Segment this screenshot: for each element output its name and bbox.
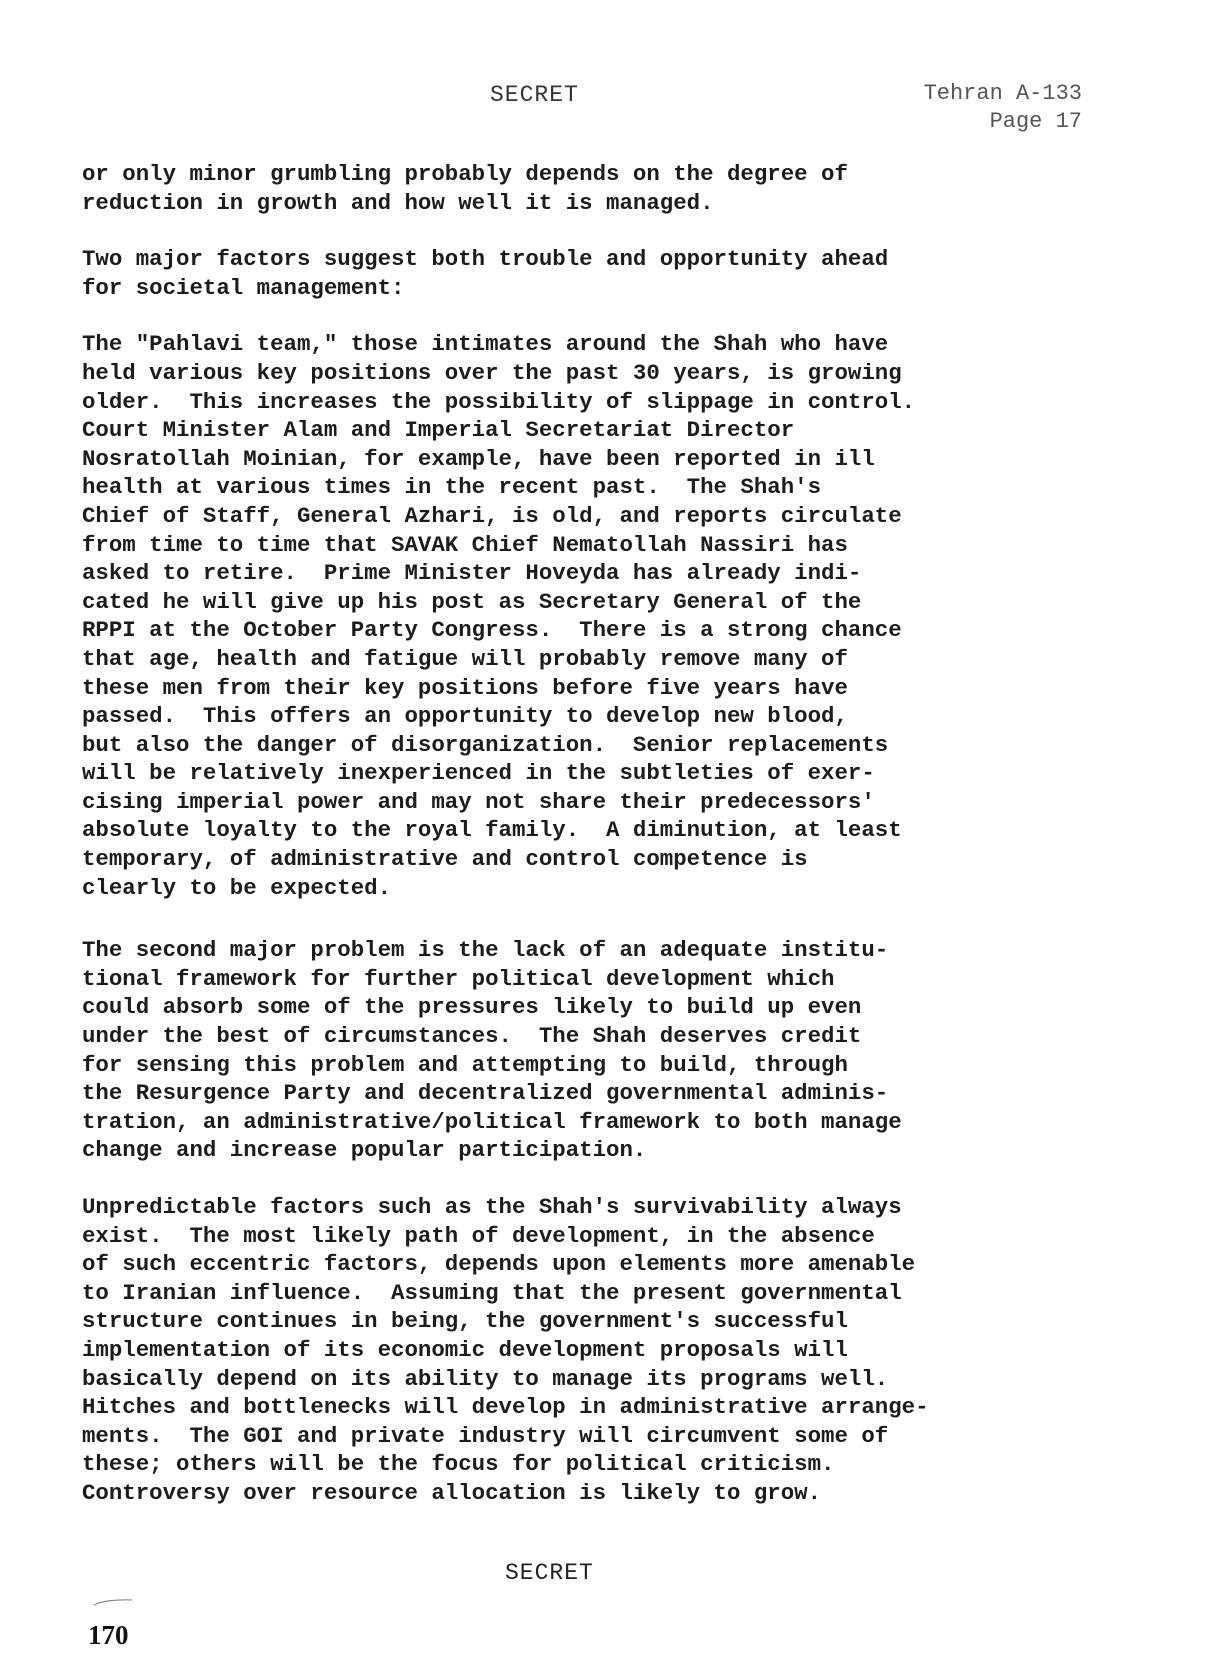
classification-footer: SECRET: [505, 1560, 594, 1586]
text-line: Nosratollah Moinian, for example, have been reported in ill: [82, 445, 875, 472]
text-line: cated he will give up his post as Secretary General of the: [82, 588, 862, 615]
paragraph: [82, 245, 1142, 302]
text-line: for societal management:: [82, 274, 405, 301]
text-line: change and increase popular participation.: [82, 1137, 647, 1164]
text-line: older. This increases the possibility of slippage in control.: [82, 388, 916, 415]
document-body: [82, 160, 1142, 1536]
text-line: tional framework for further political development which: [82, 965, 835, 992]
page-number: 170: [88, 1620, 129, 1650]
text-line: of such eccentric factors, depends upon elements more amenable: [82, 1251, 916, 1278]
text-line: The second major problem is the lack of an adequate institu-: [82, 937, 889, 964]
text-line: Chief of Staff, General Azhari, is old, and reports circulate: [82, 502, 902, 529]
text-line: but also the danger of disorganization. Senior replacements: [82, 731, 889, 758]
text-line: to Iranian influence. Assuming that the present governmental: [82, 1279, 902, 1306]
text-line: cising imperial power and may not share their predecessors': [82, 788, 875, 815]
text-line: clearly to be expected.: [82, 874, 392, 901]
text-line: will be relatively inexperienced in the subtleties of exer-: [82, 760, 875, 787]
text-line: temporary, of administrative and control competence is: [82, 846, 808, 873]
classification-header: SECRET: [490, 82, 579, 108]
text-line: these; others will be the focus for political criticism.: [82, 1451, 835, 1478]
pen-mark: [92, 1598, 134, 1606]
paragraph: [82, 1193, 1142, 1508]
text-line: reduction in growth and how well it is managed.: [82, 189, 714, 216]
document-reference: [862, 80, 1082, 136]
text-line: under the best of circumstances. The Shah deserves credit: [82, 1023, 862, 1050]
text-line: held various key positions over the past 30 years, is growing: [82, 359, 902, 386]
paragraph: [82, 936, 1142, 1165]
text-line: absolute loyalty to the royal family. A diminution, at least: [82, 817, 902, 844]
text-line: Two major factors suggest both trouble and opportunity ahead: [82, 246, 889, 273]
text-line: RPPI at the October Party Congress. There is a strong chance: [82, 617, 902, 644]
text-line: the Resurgence Party and decentralized governmental adminis-: [82, 1080, 889, 1107]
text-line: basically depend on its ability to manage its programs well.: [82, 1365, 889, 1392]
text-line: or only minor grumbling probably depends on the degree of: [82, 161, 848, 187]
text-line: from time to time that SAVAK Chief Nematollah Nassiri has: [82, 531, 848, 558]
document-page-label: Page 17: [989, 109, 1082, 134]
text-line: for sensing this problem and attempting to build, through: [82, 1051, 848, 1078]
document-ref-number: Tehran A-133: [923, 81, 1082, 106]
text-line: Unpredictable factors such as the Shah's survivability always: [82, 1194, 902, 1220]
text-line: these men from their key positions before five years have: [82, 674, 848, 701]
text-line: Court Minister Alam and Imperial Secretariat Director: [82, 417, 795, 444]
text-line: tration, an administrative/political framework to both manage: [82, 1108, 902, 1135]
text-line: passed. This offers an opportunity to develop new blood,: [82, 703, 848, 730]
text-line: could absorb some of the pressures likely to build up even: [82, 994, 862, 1021]
paragraph: [82, 330, 1142, 902]
text-line: ments. The GOI and private industry will circumvent some of: [82, 1422, 889, 1449]
text-line: implementation of its economic development proposals will: [82, 1336, 848, 1363]
text-line: that age, health and fatigue will probably remove many of: [82, 645, 848, 672]
text-line: Controversy over resource allocation is likely to grow.: [82, 1479, 822, 1506]
text-line: health at various times in the recent past. The Shah's: [82, 474, 822, 501]
text-line: asked to retire. Prime Minister Hoveyda has already indi-: [82, 560, 862, 587]
text-line: The "Pahlavi team," those intimates around the Shah who have: [82, 331, 889, 358]
text-line: structure continues in being, the government's successful: [82, 1308, 848, 1335]
text-line: Hitches and bottlenecks will develop in administrative arrange-: [82, 1394, 929, 1421]
text-line: exist. The most likely path of development, in the absence: [82, 1222, 875, 1249]
paragraph: [82, 160, 1142, 217]
